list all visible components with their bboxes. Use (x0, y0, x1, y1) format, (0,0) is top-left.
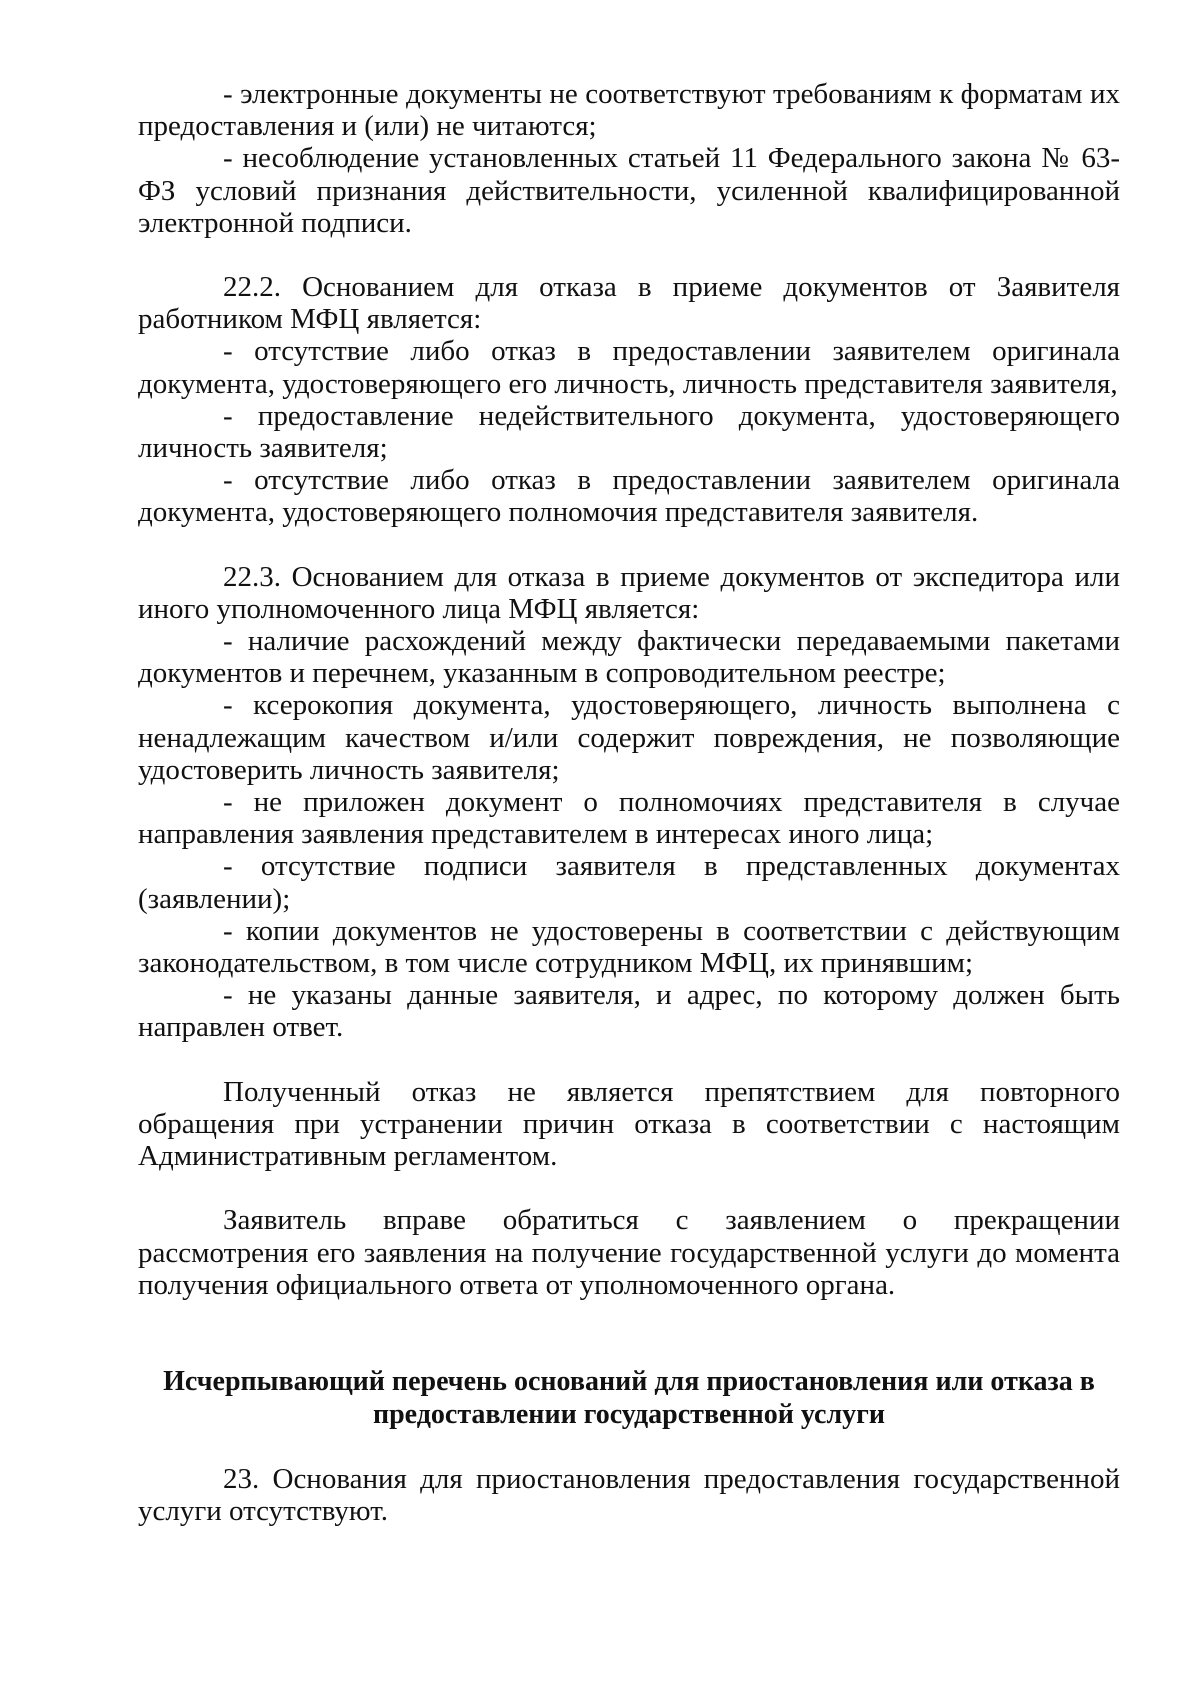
section-22-3-intro: 22.3. Основанием для отказа в приеме документов от экспедитора или иного уполномоченного лица МФЦ является: (138, 560, 1120, 625)
section-22-3-item: - не приложен документ о полномочиях представителя в случае направления заявления представителем в интересах иного лица; (138, 786, 1120, 851)
document-page (138, 78, 1120, 1527)
section-22-3-item: - не указаны данные заявителя, и адрес, по которому должен быть направлен ответ. (138, 979, 1120, 1044)
spacer (138, 239, 1120, 271)
paragraph-applicant-right: Заявитель вправе обратиться с заявлением о прекращении рассмотрения его заявления на получение государственной услуги до момента получения официального ответа от уполномоченного органа. (138, 1204, 1120, 1301)
section-23-text: 23. Основания для приостановления предоставления государственной услуги отсутствуют. (138, 1462, 1120, 1528)
spacer (138, 1431, 1120, 1463)
spacer (138, 529, 1120, 561)
paragraph-electronic-formats: - электронные документы не соответствуют требованиям к форматам их предоставления и (или) не читаются; (138, 78, 1120, 143)
section-22-2-item: - предоставление недействительного документа, удостоверяющего личность заявителя; (138, 399, 1120, 465)
section-22-3-item: - наличие расхождений между фактически передаваемыми пакетами документов и перечнем, указанным в сопроводительном реестре; (138, 625, 1120, 690)
paragraph-signature-conditions: - несоблюдение установленных статьей 11 Федерального закона № 63-ФЗ условий признания действительности, усиленной квалифицированной электронной подписи. (138, 142, 1120, 239)
spacer (138, 1044, 1120, 1076)
section-22-2-item: - отсутствие либо отказ в предоставлении заявителем оригинала документа, удостоверяющего полномочия представителя заявителя. (138, 464, 1120, 529)
section-22-3-item: - отсутствие подписи заявителя в представленных документах (заявлении); (138, 850, 1120, 915)
section-22-3-item: - ксерокопия документа, удостоверяющего, личность выполнена с ненадлежащим качеством и/или содержит повреждения, не позволяющие удостоверить личность заявителя; (138, 689, 1120, 786)
section-heading: Исчерпывающий перечень оснований для приостановления или отказа в предоставлении государственной услуги (163, 1365, 1095, 1430)
section-22-3-item: - копии документов не удостоверены в соответствии с действующим законодательством, в том числе сотрудником МФЦ, их принявшим; (138, 914, 1120, 980)
spacer (138, 1172, 1120, 1204)
spacer (138, 1301, 1120, 1333)
paragraph-refusal-note: Полученный отказ не является препятствием для повторного обращения при устранении причин отказа в соответствии с настоящим Административным регламентом. (138, 1075, 1120, 1173)
section-22-2-item: - отсутствие либо отказ в предоставлении заявителем оригинала документа, удостоверяющего его личность, личность представителя заявителя, (138, 335, 1120, 400)
section-22-2-intro: 22.2. Основанием для отказа в приеме документов от Заявителя работником МФЦ является: (138, 271, 1120, 336)
spacer (138, 1333, 1120, 1365)
